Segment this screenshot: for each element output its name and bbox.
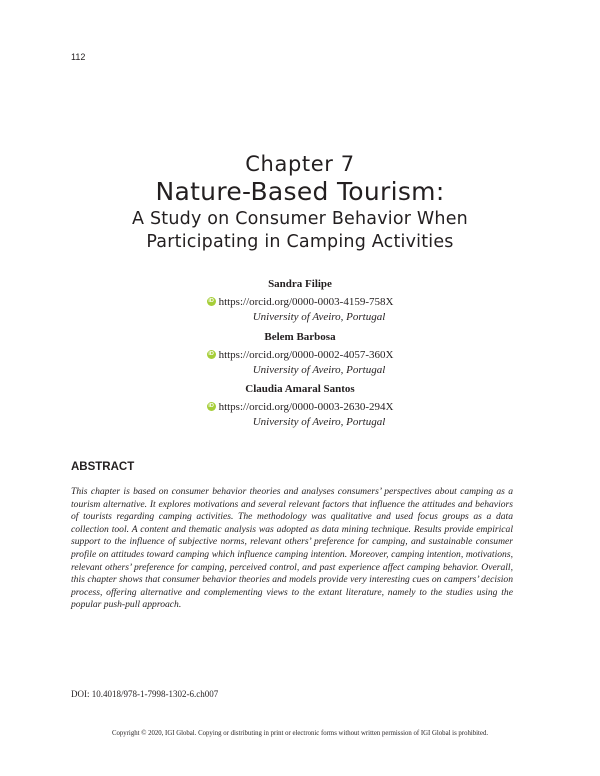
orcid-icon: iD: [207, 350, 216, 359]
author-block: [0, 383, 600, 428]
author-name: Sandra Filipe: [268, 278, 332, 290]
page-number: 112: [71, 52, 86, 62]
chapter-label: Chapter 7: [245, 152, 355, 176]
affiliation: University of Aveiro, Portugal: [252, 415, 386, 428]
chapter-title: Nature-Based Tourism:: [155, 177, 445, 206]
affiliation: University of Aveiro, Portugal: [252, 363, 386, 376]
doi: DOI: 10.4018/978-1-7998-1302-6.ch007: [71, 689, 219, 699]
author-block: [0, 278, 600, 323]
chapter-subtitle-line: A Study on Consumer Behavior When: [132, 209, 468, 229]
author-name: Belem Barbosa: [264, 331, 336, 343]
affiliation: University of Aveiro, Portugal: [252, 310, 386, 323]
orcid-link[interactable]: [207, 349, 394, 361]
author-block: [0, 331, 600, 376]
abstract-heading: ABSTRACT: [71, 461, 135, 473]
orcid-icon: iD: [207, 297, 216, 306]
chapter-subtitle-line: Participating in Camping Activities: [146, 232, 454, 252]
copyright-notice: Copyright © 2020, IGI Global. Copying or distributing in print or electronic forms without written permission of IGI Global is prohibited.: [111, 730, 489, 737]
orcid-url[interactable]: https://orcid.org/0000-0003-4159-758X: [218, 295, 394, 308]
orcid-url[interactable]: https://orcid.org/0000-0003-2630-294X: [218, 400, 394, 413]
orcid-link[interactable]: [207, 296, 394, 308]
chapter-subtitle: [0, 208, 600, 254]
author-name: Claudia Amaral Santos: [245, 383, 355, 395]
orcid-link[interactable]: [207, 401, 394, 413]
orcid-icon: iD: [207, 402, 216, 411]
abstract-body: This chapter is based on consumer behavior theories and analyses consumers’ perspectives about camping as a tourism alternative. It explores motivations and several relevant factors that influence the attitudes and behaviors of tourists regarding camping activities. The methodology was qualitative and used focus groups as a data collection tool. A content and thematic analysis was adopted as data mining technique. Results provide empirical support to the influence of subjective norms, relevant others’ preference for camping, and sustainable consumer profile on attitudes toward camping which influence camping intention. Moreover, camping intention, motivations, relevant others’ preference for camping, perceived control, and past experience affect camping behavior. Overall, this chapter shows that consumer behavior theories and models provide very interesting cues on campers’ decision process, offering alternative and complementing views to the extant literature, namely to the studies using the popular push-pull approach.: [71, 486, 513, 611]
orcid-url[interactable]: https://orcid.org/0000-0002-4057-360X: [218, 348, 394, 361]
